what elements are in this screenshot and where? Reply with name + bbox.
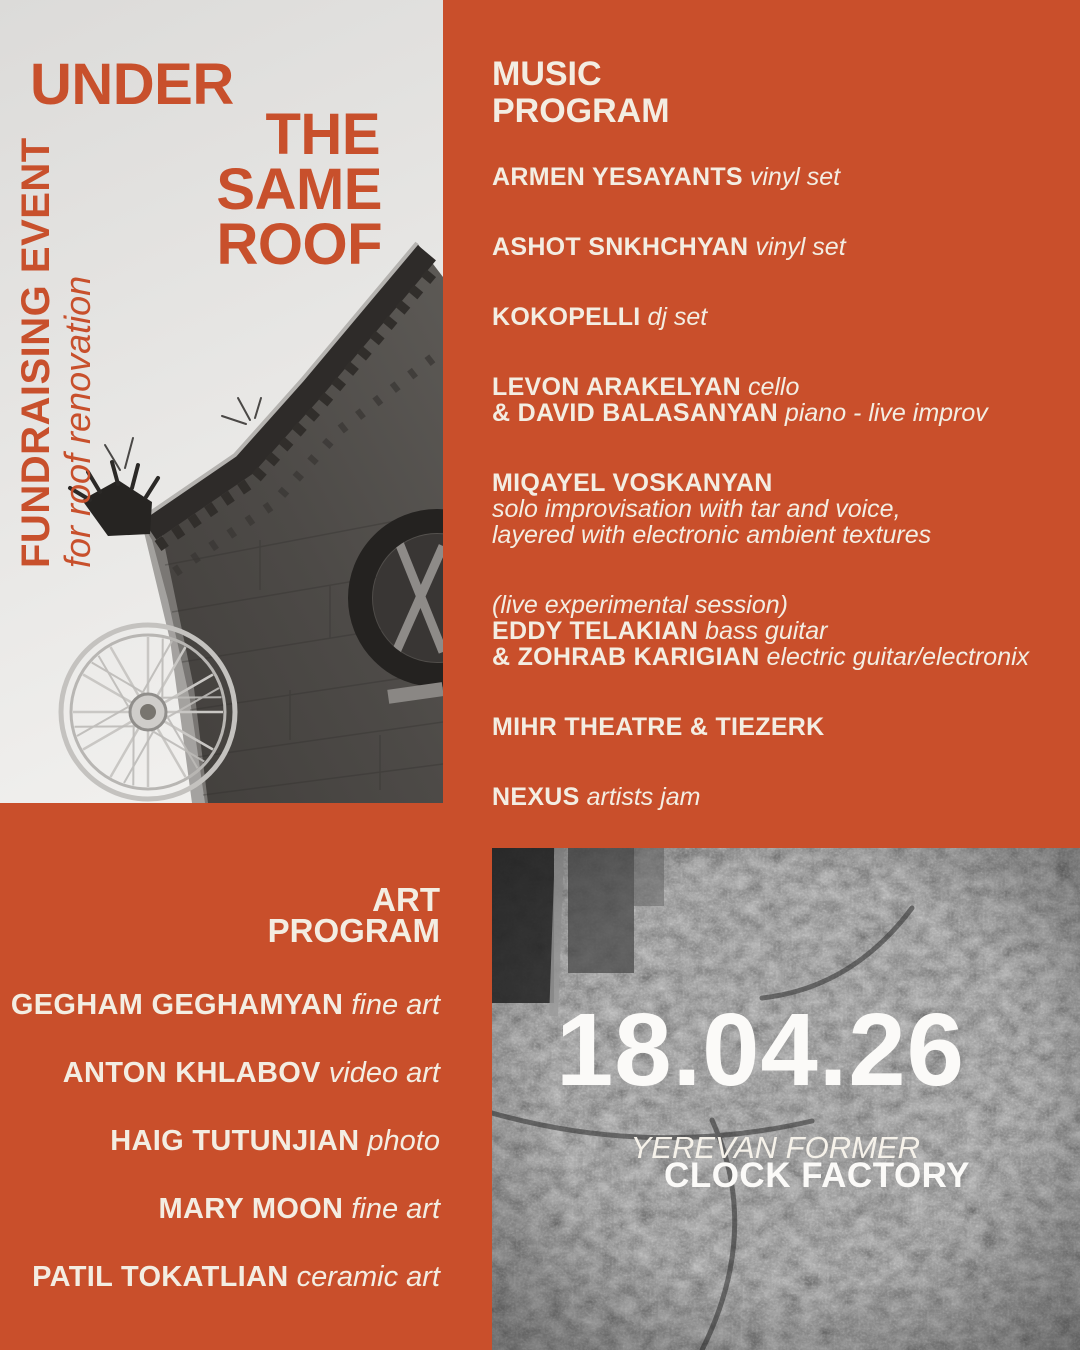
program-entry-line (492, 522, 1052, 548)
program-entry-line (10, 1058, 440, 1088)
program-entry-line (492, 618, 1052, 644)
event-date: 18.04.26 (556, 992, 965, 1107)
title-line-roof: ROOF (216, 212, 382, 277)
artist-role: solo improvisation with tar and voice, (492, 495, 901, 523)
program-entry (10, 1058, 440, 1088)
artist-name: HAIG TUTUNJIAN (110, 1125, 360, 1157)
program-entry-line (492, 164, 1052, 190)
artist-name: MIHR THEATRE & TIEZERK (492, 713, 825, 741)
artist-role: fine art (343, 989, 440, 1021)
artist-name: KOKOPELLI (492, 303, 641, 331)
program-entry (492, 164, 1052, 190)
artist-role: artists jam (579, 783, 701, 811)
program-entry-line (492, 784, 1052, 810)
artist-name: MARY MOON (158, 1193, 344, 1225)
artist-name: LEVON ARAKELYAN (492, 373, 741, 401)
program-entry (492, 784, 1052, 810)
artist-name: & DAVID BALASANYAN (492, 399, 778, 427)
program-entry-line (10, 1126, 440, 1156)
program-entry (10, 990, 440, 1020)
artist-role: layered with electronic ambient textures (492, 521, 932, 549)
program-entry-line (492, 496, 1052, 522)
program-entry (10, 1126, 440, 1156)
music-heading-line2: PROGRAM (492, 92, 670, 130)
program-entry-line (492, 592, 1052, 618)
artist-role: (live experimental session) (492, 591, 788, 619)
program-entry (492, 304, 1052, 330)
art-program-heading (10, 881, 440, 949)
artist-role: ceramic art (288, 1261, 440, 1293)
art-heading-line1: ART (372, 881, 440, 918)
program-entry-line (10, 1262, 440, 1292)
program-entry-line (492, 644, 1052, 670)
artist-role: photo (359, 1125, 440, 1157)
venue-name-line1: YEREVAN FORMER (630, 1130, 920, 1165)
artist-name: NEXUS (492, 783, 580, 811)
artist-role: electric guitar/electronix (759, 643, 1030, 671)
music-program (492, 56, 1052, 854)
artist-role: cello (741, 373, 800, 401)
artist-name: PATIL TOKATLIAN (32, 1261, 289, 1293)
artist-role: video art (320, 1057, 440, 1089)
artist-name: & ZOHRAB KARIGIAN (492, 643, 760, 671)
program-entry-line (492, 470, 1052, 496)
program-entry (10, 1262, 440, 1292)
title-line-under: UNDER (30, 52, 234, 117)
music-entries-list (492, 164, 1052, 810)
music-program-heading (492, 56, 1052, 130)
artist-name: ASHOT SNKHCHYAN (492, 233, 749, 261)
program-entry (492, 234, 1052, 260)
program-entry-line (492, 400, 1052, 426)
art-heading-line2: PROGRAM (267, 912, 440, 949)
artist-role: vinyl set (748, 233, 846, 261)
artist-name: MIQAYEL VOSKANYAN (492, 469, 773, 497)
program-entry-line (492, 714, 1052, 740)
artist-role: piano - live improv (777, 399, 988, 427)
artist-name: EDDY TELAKIAN (492, 617, 699, 645)
program-entry-line (492, 304, 1052, 330)
music-heading-line1: MUSIC (492, 55, 602, 93)
title-line-the: THE (265, 102, 380, 167)
program-entry-line (10, 990, 440, 1020)
program-entry-line (10, 1194, 440, 1224)
artist-role: dj set (640, 303, 708, 331)
venue-photo (492, 848, 1080, 1350)
art-entries-list (10, 990, 440, 1292)
artist-role: bass guitar (698, 617, 828, 645)
artist-name: GEGHAM GEGHAMYAN (10, 989, 344, 1021)
program-entry-line (492, 234, 1052, 260)
event-purpose-vertical-label: for roof renovation (57, 275, 98, 568)
program-entry (492, 714, 1052, 740)
title-line-same: SAME (216, 157, 382, 222)
artist-role: fine art (343, 1193, 440, 1225)
program-entry (492, 470, 1052, 548)
building-photo (0, 0, 443, 803)
venue-name-line2: CLOCK FACTORY (664, 1156, 970, 1195)
artist-role: vinyl set (742, 163, 841, 191)
art-program (10, 881, 440, 1330)
wheel-icon (61, 625, 235, 799)
program-entry-line (492, 374, 1052, 400)
artist-name: ANTON KHLABOV (62, 1057, 321, 1089)
program-entry (10, 1194, 440, 1224)
event-type-vertical-label: FUNDRAISING EVENT (14, 137, 58, 568)
artist-name: ARMEN YESAYANTS (492, 163, 743, 191)
program-entry (492, 374, 1052, 426)
program-entry (492, 592, 1052, 670)
